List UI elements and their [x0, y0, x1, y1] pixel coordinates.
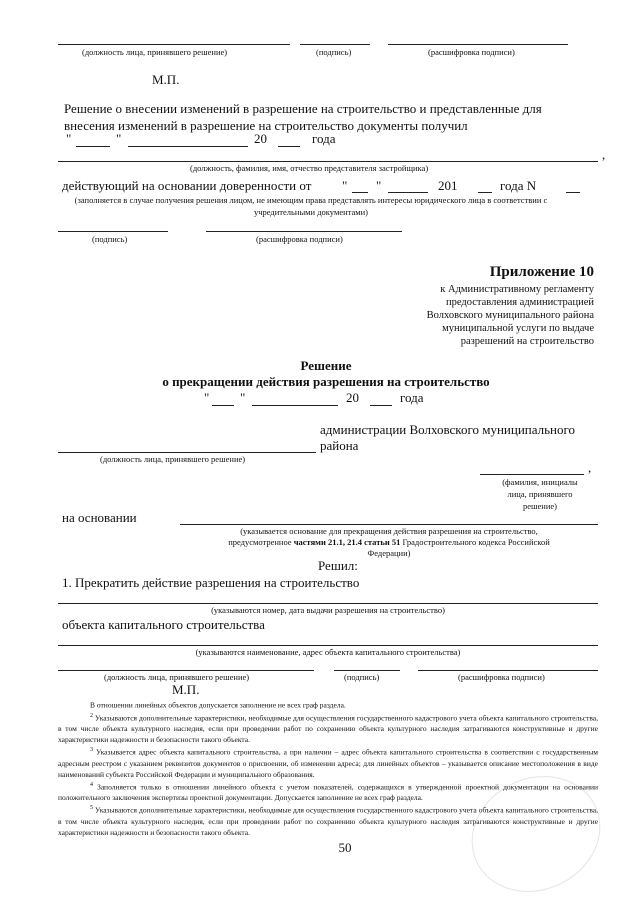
- caption-decode-2: (расшифровка подписи): [256, 234, 343, 244]
- permit-line: [58, 603, 598, 604]
- appendix-line: Волховского муниципального района: [426, 310, 594, 321]
- final-signature-line: [334, 670, 400, 671]
- caption-signature-2: (подпись): [92, 234, 128, 244]
- date-month-line: [128, 146, 248, 147]
- appendix-line: предоставления администрацией: [445, 297, 594, 308]
- caption-decision-position: (должность лица, принявшего решение): [100, 454, 246, 464]
- footnote-mark: 4: [90, 781, 93, 788]
- footnote-mark: 5: [90, 805, 93, 811]
- decode-line-top: [388, 44, 568, 45]
- decision-quote-open: ": [204, 390, 210, 405]
- date-year-line: [278, 146, 300, 147]
- received-statement: Решение о внесении изменений в разрешение на строительство и представленные для внесения изменений в разрешение на строительство документы получил: [64, 101, 542, 133]
- caption-developer: (должность, фамилия, имя, отчество представителя застройщика): [190, 163, 429, 173]
- caption-names: (фамилия, инициалы лица, принявшего решение): [502, 477, 578, 511]
- caption-basis-1: (указывается основание для прекращения действия разрешения на строительство,: [240, 526, 538, 536]
- admin-name-line1: администрации Волховского муниципального: [320, 422, 575, 437]
- decode-line-2: [206, 231, 402, 232]
- date-quote-open: ": [66, 131, 72, 146]
- appendix-line: разрешений на строительство: [460, 336, 594, 347]
- signature-line-2: [58, 231, 168, 232]
- footnote-text: Указываются дополнительные характеристики, необходимые для осуществления государственного кадастрового учета объекта капитального строительства, в том числе объекта культурного наследия, если при проведении работ по сохранению объекта культурного наследия затрагиваются конструктивные и другие характеристики надежности и безопасности такого объекта.: [58, 713, 598, 744]
- appendix-line: к Административному регламенту: [440, 284, 594, 295]
- proxy-number-line: [566, 192, 580, 193]
- proxy-year-prefix: 201: [438, 178, 458, 193]
- page-number: 50: [338, 840, 352, 855]
- resolved-label: Решил:: [318, 558, 358, 573]
- proxy-year-line: [478, 192, 492, 193]
- caption-basis-2a: предусмотренное: [228, 537, 292, 547]
- proxy-quote-close: ": [376, 178, 382, 193]
- signature-line-top: [300, 44, 370, 45]
- footnote-3: [58, 745, 598, 780]
- caption-basis-articles: частями 21.1, 21.4 статьи 51: [293, 537, 401, 547]
- footnote-text: В отношении линейных объектов допускается заполнение не всех граф раздела.: [90, 700, 346, 710]
- decision-day-line: [212, 405, 234, 406]
- date-day-line: [76, 146, 110, 147]
- caption-basis-3: Федерации): [367, 548, 411, 558]
- item-1-text: 1. Прекратить действие разрешения на строительство: [62, 575, 360, 590]
- developer-comma: ,: [602, 147, 606, 162]
- decision-quote-close: ": [240, 390, 246, 405]
- decision-year-line: [370, 405, 392, 406]
- footnote-text: Указывается адрес объекта капитального строительства, а при наличии – адрес объекта капитального строительства в соответствии с государственным адресным реестром с указанием реквизитов документов о присвоении, об изменении адреса; для линейных объектов – указывается описание местоположения в виде наименований субъекта Российской Федерации и муниципального образования.: [58, 747, 598, 779]
- caption-signature: (подпись): [316, 47, 352, 57]
- date-year-prefix: 20: [254, 131, 267, 146]
- decision-title: Решение: [300, 358, 352, 373]
- caption-basis-2c: Градостроительного кодекса Российской: [402, 537, 550, 547]
- caption-object: (указываются наименование, адрес объекта капитального строительства): [195, 647, 461, 657]
- caption-final-decode: (расшифровка подписи): [458, 672, 545, 682]
- caption-position: (должность лица, принявшего решение): [82, 47, 228, 57]
- final-position-line: [58, 670, 314, 671]
- proxy-quote-open: ": [342, 178, 348, 193]
- date-quote-close: ": [116, 131, 122, 146]
- appendix-line: муниципальной услуги по выдаче: [442, 323, 594, 334]
- names-comma: ,: [588, 460, 592, 475]
- footnote-2: [58, 711, 598, 746]
- footnote-text: Заполняется только в отношении линейного объекта с учетом показателей, содержащихся в утвержденной проектной документации на основании положительного заключения экспертизы проектной документации. Допускается заполнение не всех граф раздела.: [58, 782, 598, 802]
- caption-proxy-note: (заполняется в случае получения решения лицом, не имеющим права представлять интересы юридического лица в соответствии с учредительными документами): [74, 195, 548, 217]
- date-year-word: года: [312, 131, 336, 146]
- decision-subtitle: о прекращении действия разрешения на строительство: [162, 374, 490, 389]
- proxy-day-line: [352, 192, 368, 193]
- proxy-year-word: года N: [500, 178, 537, 193]
- object-label: объекта капитального строительства: [62, 617, 265, 632]
- caption-permit: (указываются номер, дата выдачи разрешения на строительство): [211, 605, 445, 615]
- footnote-mark: 3: [90, 747, 93, 753]
- appendix-lines: [427, 283, 594, 348]
- admin-name-line2: района: [320, 438, 359, 453]
- seal-placeholder: М.П.: [152, 72, 180, 87]
- proxy-label: действующий на основании доверенности от: [62, 178, 312, 193]
- footnote-1: [58, 698, 598, 711]
- decision-year-prefix: 20: [346, 390, 359, 405]
- decision-position-line: [58, 452, 316, 453]
- position-line-top: [58, 44, 290, 45]
- object-line: [58, 645, 598, 646]
- footnote-text: Указываются дополнительные характеристики, необходимые для осуществления государственного кадастрового учета объекта капитального строительства, в том числе объекта культурного наследия, если при проведении работ по сохранению объекта культурного наследия затрагиваются конструктивные и другие характеристики надежности и безопасности такого объекта.: [58, 805, 598, 837]
- appendix-title: Приложение 10: [489, 264, 594, 280]
- basis-line: [180, 524, 598, 525]
- final-decode-line: [418, 670, 598, 671]
- basis-label: на основании: [62, 510, 137, 525]
- proxy-month-line: [388, 192, 428, 193]
- caption-decode: (расшифровка подписи): [428, 47, 515, 57]
- final-seal-placeholder: М.П.: [172, 682, 200, 697]
- caption-basis-2: [180, 537, 598, 547]
- caption-final-signature: (подпись): [344, 672, 380, 682]
- caption-final-position: (должность лица, принявшего решение): [104, 672, 250, 682]
- names-line: [480, 474, 584, 475]
- decision-month-line: [252, 405, 338, 406]
- footnote-mark: 2: [90, 712, 93, 719]
- developer-line: [58, 161, 598, 162]
- decision-year-word: года: [400, 390, 424, 405]
